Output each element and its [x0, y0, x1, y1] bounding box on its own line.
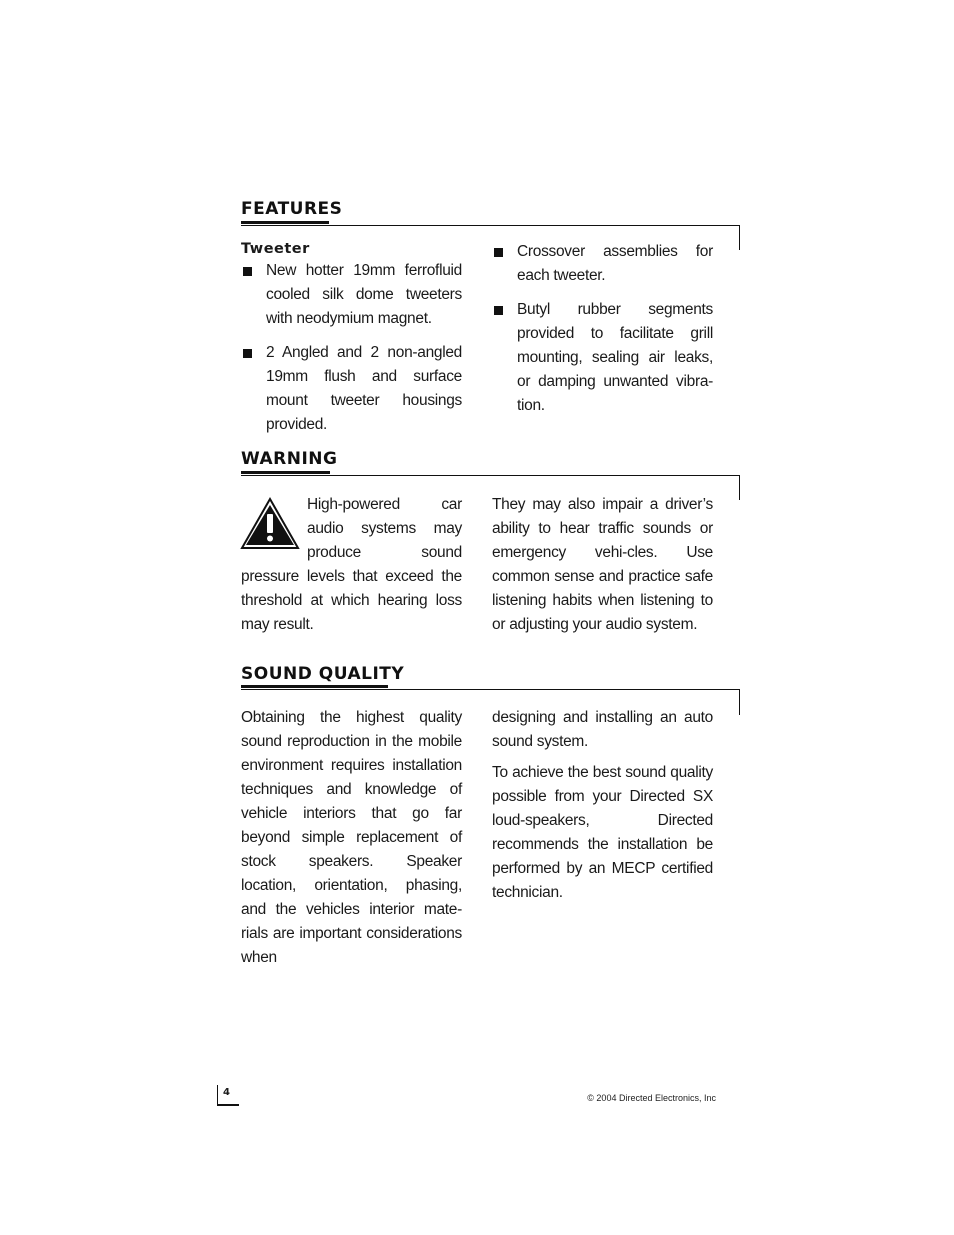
warning-rule-tick [739, 475, 740, 500]
warning-text-right: They may also impair a driver’s ability to hear traffic sounds or emergency vehi-cles. Use common sense and practice safe listening habits when listening to or adjusting your audio system. [492, 496, 713, 633]
feature-bullet-text: Butyl rubber segments provided to facilitate grill mounting, sealing air leaks, or damping unwanted vibra-tion. [517, 301, 713, 414]
sound-quality-text-right-2: To achieve the best sound quality possible from your Directed SX loud-speakers, Directed recommends the installation be performed by an MECP certified technician. [492, 764, 713, 901]
sound-quality-text-right-1: designing and installing an auto sound system. [492, 709, 713, 750]
feature-bullet [492, 298, 713, 418]
feature-bullet-text: Crossover assemblies for each tweeter. [517, 243, 713, 284]
footer-rule [217, 1104, 239, 1106]
warning-right-column [492, 493, 713, 637]
warning-text-left: High-powered car audio systems may produce sound pressure levels that exceed the threshold at which hearing loss may result. [241, 496, 462, 633]
feature-bullet [241, 259, 462, 331]
sound-quality-rule [241, 689, 740, 690]
sound-quality-left-column [241, 706, 462, 970]
bullet-square-icon [243, 267, 252, 276]
warning-heading-underline [241, 471, 330, 474]
feature-bullet [492, 240, 713, 288]
warning-rule [241, 475, 740, 476]
sound-quality-rule-tick [739, 689, 740, 715]
sound-quality-heading-underline [241, 685, 388, 688]
bullet-square-icon [494, 306, 503, 315]
features-rule-tick [739, 225, 740, 250]
bullet-square-icon [243, 349, 252, 358]
bullet-square-icon [494, 248, 503, 257]
sound-quality-text-left: Obtaining the highest quality sound reproduction in the mobile environment requires installation techniques and knowledge of vehicle interiors that go far beyond simple replacement of stock speakers. Speaker location, orientation, phasing, and the vehicles interior mate-rials are important considerations when [241, 709, 462, 966]
page-number: 4 [223, 1087, 230, 1098]
warning-triangle-icon [239, 496, 301, 552]
tweeter-subheading: Tweeter [241, 241, 310, 257]
features-rule [241, 225, 740, 226]
footer-rule-tick [217, 1085, 218, 1105]
features-heading-underline [241, 221, 329, 224]
warning-heading: WARNING [241, 449, 338, 469]
copyright-notice: © 2004 Directed Electronics, Inc [587, 1093, 716, 1103]
sound-quality-heading: SOUND QUALITY [241, 664, 405, 684]
feature-bullet-text: New hotter 19mm ferrofluid cooled silk dome tweeters with neodymium magnet. [266, 262, 462, 327]
feature-bullet [241, 341, 462, 437]
warning-left-column [241, 493, 462, 637]
features-right-column [492, 240, 713, 428]
features-heading: FEATURES [241, 199, 343, 219]
feature-bullet-text: 2 Angled and 2 non-angled 19mm flush and surface mount tweeter housings provided. [266, 344, 462, 433]
sound-quality-right-column [492, 706, 713, 905]
features-left-column [241, 241, 462, 447]
